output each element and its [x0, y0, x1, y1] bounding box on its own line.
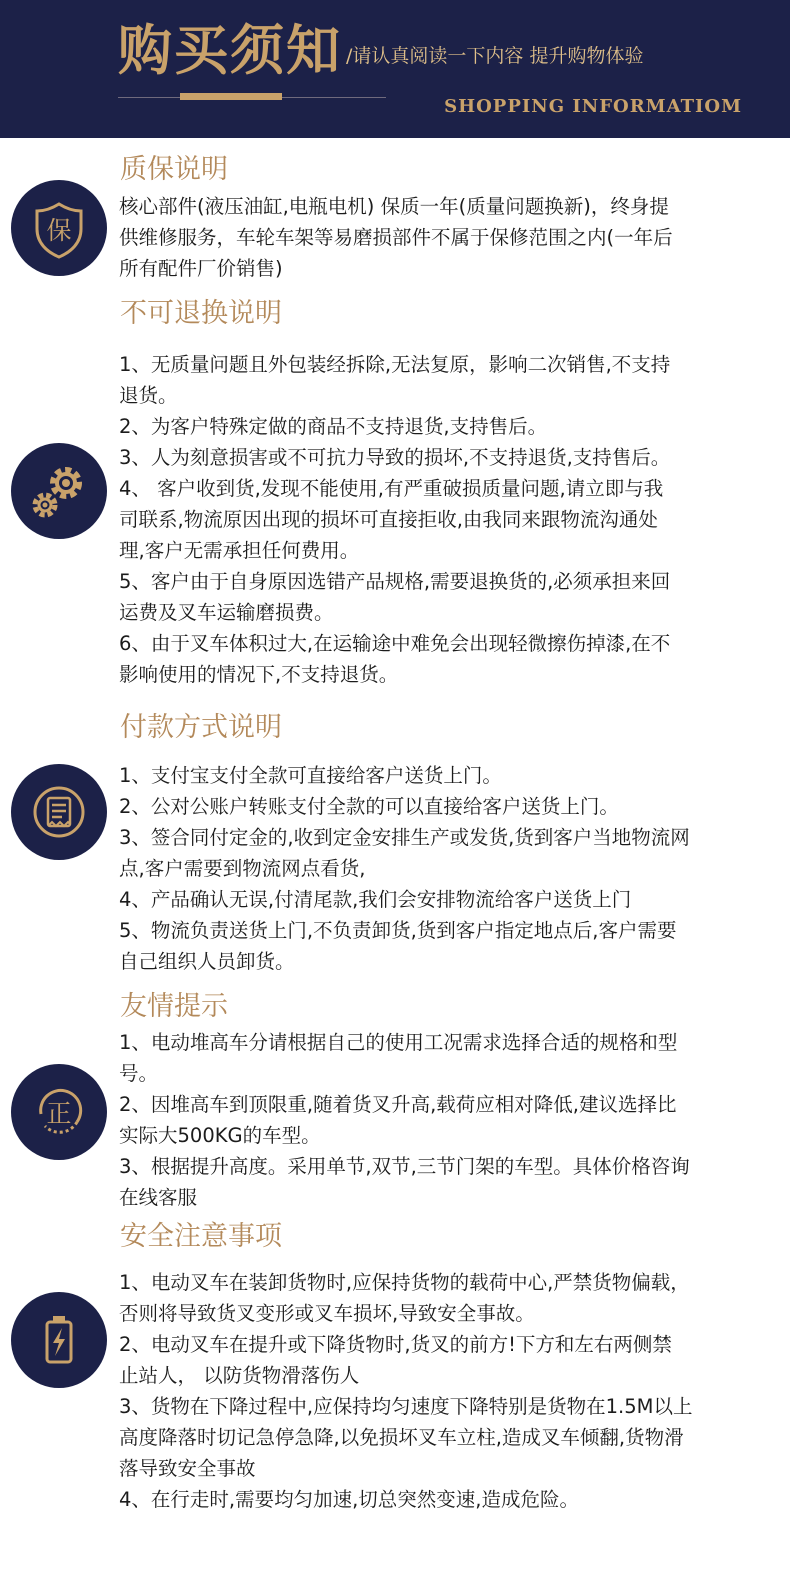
text-line: 2、公对公账户转账支付全款的可以直接给客户送货上门。: [119, 795, 619, 818]
text-line: 在线客服: [119, 1186, 198, 1209]
text-line: 自己组织人员卸货。: [119, 950, 295, 973]
text-line: 司联系,物流原因出现的损坏可直接拒收,由我同来跟物流沟通处: [119, 508, 658, 531]
text-line: 止站人， 以防货物滑落伤人: [119, 1364, 360, 1387]
page-subtitle: /请认真阅读一下内容 提升购物体验: [346, 45, 644, 67]
section-body-safety: [119, 1267, 769, 1515]
page-title: 购买须知: [118, 18, 342, 82]
battery-icon: [11, 1292, 107, 1388]
text-line: 6、由于叉车体积过大,在运输途中难免会出现轻微擦伤掉漆,在不: [119, 632, 671, 655]
text-line: 运费及叉车运输磨损费。: [119, 601, 334, 624]
text-line: 5、客户由于自身原因选错产品规格,需要退换货的,必须承担来回: [119, 570, 671, 593]
gears-icon: [11, 443, 107, 539]
text-line: 4、在行走时,需要均匀加速,切总突然变速,造成危险。: [119, 1488, 580, 1511]
text-line: 4、产品确认无误,付清尾款,我们会安排物流给客户送货上门: [119, 888, 632, 911]
text-line: 1、支付宝支付全款可直接给客户送货上门。: [119, 764, 502, 787]
text-line: 1、电动堆高车分请根据自己的使用工况需求选择合适的规格和型: [119, 1031, 678, 1054]
text-line: 退货。: [119, 384, 178, 407]
section-body-tips: [119, 1027, 769, 1213]
section-title-no-return: 不可退换说明: [120, 298, 282, 329]
section-title-safety: 安全注意事项: [120, 1221, 282, 1252]
svg-text:保: 保: [46, 216, 72, 245]
svg-text:正: 正: [46, 1099, 72, 1128]
text-line: 高度降落时切记急停急降,以免损坏叉车立柱,造成叉车倾翻,货物滑: [119, 1426, 684, 1449]
text-line: 所有配件厂价销售): [119, 257, 283, 280]
header-accent-bar: [180, 93, 282, 100]
section-body-payment: [119, 760, 769, 977]
text-line: 号。: [119, 1062, 159, 1085]
text-line: 实际大500KG的车型。: [119, 1124, 321, 1147]
text-line: 4、 客户收到货,发现不能使用,有严重破损质量问题,请立即与我: [119, 477, 664, 500]
text-line: 5、物流负责送货上门,不负责卸货,货到客户指定地点后,客户需要: [119, 919, 677, 942]
text-line: 3、货物在下降过程中,应保持均匀速度下降特别是货物在1.5M以上: [119, 1395, 693, 1418]
text-line: 落导致安全事故: [119, 1457, 256, 1480]
text-line: 1、无质量问题且外包装经拆除,无法复原，影响二次销售,不支持: [119, 353, 671, 376]
section-title-payment: 付款方式说明: [120, 712, 282, 743]
text-line: 2、因堆高车到顶限重,随着货叉升高,载荷应相对降低,建议选择比: [119, 1093, 677, 1116]
header-banner: [0, 0, 790, 138]
text-line: 供维修服务，车轮车架等易磨损部件不属于保修范围之内(一年后: [119, 226, 673, 249]
text-line: 2、为客户特殊定做的商品不支持退货,支持售后。: [119, 415, 548, 438]
section-title-warranty: 质保说明: [120, 154, 228, 185]
section-title-tips: 友情提示: [120, 991, 228, 1022]
warranty-shield-icon: [11, 180, 107, 276]
genuine-seal-icon: [11, 1064, 107, 1160]
text-line: 影响使用的情况下,不支持退货。: [119, 663, 399, 686]
text-line: 3、人为刻意损害或不可抗力导致的损坏,不支持退货,支持售后。: [119, 446, 671, 469]
text-line: 否则将导致货叉变形或叉车损坏,导致安全事故。: [119, 1302, 535, 1325]
text-line: 2、电动叉车在提升或下降货物时,货叉的前方!下方和左右两侧禁: [119, 1333, 672, 1356]
receipt-icon: [11, 764, 107, 860]
text-line: 理,客户无需承担任何费用。: [119, 539, 360, 562]
text-line: 3、签合同付定金的,收到定金安排生产或发货,货到客户当地物流网: [119, 826, 690, 849]
section-body-warranty: [119, 191, 769, 284]
text-line: 1、电动叉车在装卸货物时,应保持货物的载荷中心,严禁货物偏载，: [119, 1271, 690, 1294]
section-body-no-return: [119, 349, 769, 690]
text-line: 核心部件(液压油缸,电瓶电机) 保质一年(质量问题换新)，终身提: [119, 195, 669, 218]
text-line: 点,客户需要到物流网点看货,: [119, 857, 366, 880]
text-line: 3、根据提升高度。采用单节,双节,三节门架的车型。具体价格咨询: [119, 1155, 690, 1178]
english-title: SHOPPING INFORMATIOM: [444, 96, 742, 117]
